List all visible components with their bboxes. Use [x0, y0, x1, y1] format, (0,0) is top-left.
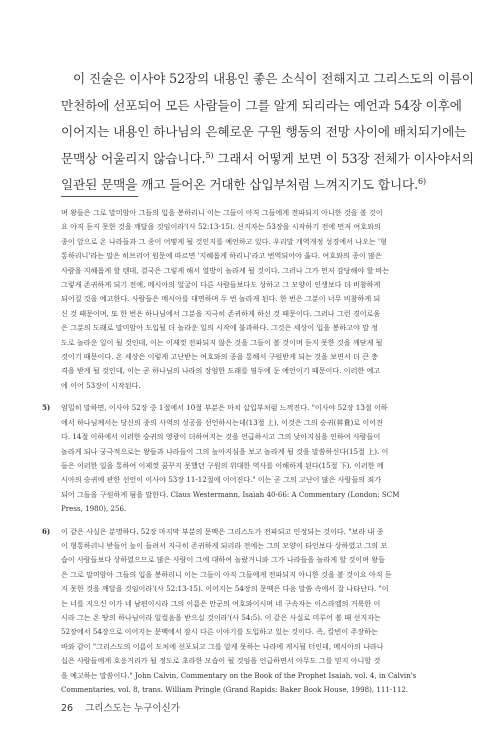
footnote-number: 5) — [42, 403, 51, 413]
footnote-5 — [42, 401, 438, 516]
footnote-line: 다. 14절 이하에서 이러한 승귀의 영광이 더하여지는 것을 언급하시고 그의 낮아지심을 인하여 사람들이 — [61, 432, 381, 442]
footnote-ref-5[interactable]: 5) — [205, 150, 214, 160]
footnote-line: 종이 앞으로 온 나라들과 그 종이 어떻게 될 것인지를 예언하고 있다. 우리말 개역개정 성경에서 나오는 '형 — [61, 236, 387, 246]
body-line-text: 그래서 어떻게 보면 이 53장 전체가 이사야서의 — [217, 150, 474, 166]
footnote-line: Commentaries, vol. 8, trans. William Pringle (Grand Rapids: Baker Book House, 1998), 111-112. — [61, 685, 409, 694]
footnotes-section — [42, 206, 438, 705]
footnote-line: 습이 사람들보다 상하였으므로 많은 사람이 그에 대하여 놀랐거니와 그가 나라들을 놀라게 할 것이며 왕들 — [61, 555, 385, 565]
footnote-line: 은 그로 말미암아 그들의 입을 봉하리니 이는 그들이 아직 그들에게 전파되지 아니한 것을 볼 것이요 아직 듣 — [61, 569, 392, 579]
footnote-line: 들은 이러한 일을 통하여 이제껏 꿈꾸지 못했던 구원의 위대한 역사를 이해하게 된다(15절 下). 이러한 메 — [61, 460, 384, 470]
body-paragraph — [61, 66, 474, 199]
footnote-line: 놀라게 되나 궁극적으로는 왕들과 나라들이 그의 높아지심을 보고 놀라게 될 것을 말씀하신다(15절 上). 이 — [61, 446, 389, 456]
footnote-continuation — [61, 206, 438, 393]
footnote-line: 되어 그들을 구원하게 됨을 말한다. Claus Westermann, Isaiah 40-66: A Commentary (London: SCM — [61, 489, 400, 499]
footnote-6 — [42, 525, 438, 698]
footnote-line: 통하리니'라는 말은 히브리어 원문에 따르면 '지혜롭게 하리니'라고 번역되어야 옳다. 여호와의 종이 많은 — [61, 251, 382, 261]
body-line-text: 문맥상 어울리지 않습니다. — [61, 150, 206, 166]
footnote-line: Press, 1980), 256. — [61, 504, 127, 514]
footnote-line: 에 이어 53장이 시작된다. — [61, 380, 141, 390]
footnote-line: 이 형통하리니 받들어 높이 들려서 지극히 존귀하게 되리라 전에는 그의 모양이 타인보다 상하였고 그의 모 — [61, 540, 388, 550]
footnote-line: 바와 같이 "그리스도의 이름이 도처에 선포되고 그를 알게 못하는 나라에 게시될 터인데, 메시아의 나라나 — [61, 641, 384, 651]
footnote-line: 사람을 지혜롭게 할 텐데, 결국은 그렇게 해서 열방이 놀라게 될 것이다. 그러나 그가 먼저 감당해야 할 바는 — [61, 265, 390, 275]
footnote-line: 에서 하나님께서는 당신의 종의 사역의 성공을 선언하시는데(13절 上), 이것은 그의 승귀(昇貴)로 이어진 — [61, 417, 383, 427]
footnote-line: 신 것 때문이며, 또 한 번은 하나님에서 그분을 지극히 존귀하게 하신 것 때문이다. 그러나 그런 경이로움 — [61, 308, 381, 318]
footnote-line: 십은 사람들에게 호응거리가 될 정도로 초라한 모습이 될 것임을 언급하면서 아무도 그를 믿지 아니할 것 — [61, 656, 381, 666]
footnote-line: 을 예고하는 말씀이다." John Calvin, Commentary on the Book of the Prophet Isaiah, vol. 4, in Calvin's — [61, 670, 417, 680]
footnote-line: 는 너를 지으신 이가 네 남편이시라 그의 이름은 만군의 여호와이시며 네 구속자는 이스라엘의 거룩한 이 — [61, 598, 381, 608]
footnote-line: 격을 받게 될 것인데, 이는 곧 하나님의 나라의 장엄한 도래를 염두에 둔 예언이기 때문이다. 이러한 예고 — [61, 366, 381, 376]
body-line: 만천하에 선포되어 모든 사람들이 그를 알게 되리라는 예언과 54장 이후에 — [61, 97, 462, 113]
footnote-line: 것이기 때문이다. 온 세상은 이렇게 고난받는 여호와의 종을 통해서 구원받게 되는 것을 보면서 더 큰 충 — [61, 352, 379, 362]
body-line — [61, 172, 438, 199]
footnote-line: 엄밀히 말하면, 이사야 52장 중 1절에서 10절 부분은 마치 삽입부처럼 느껴진다. "이사야 52장 13절 이하 — [61, 403, 388, 413]
page-number: 26 — [61, 703, 74, 714]
footnote-line: 52장에서 54장으로 이어지는 문맥에서 잠시 다른 이야기를 도입하고 있는 것이다. 즉, 칼빈이 주장하는 — [61, 627, 378, 637]
footnote-line: 이 같은 사실은 분명하다. 52장 마지막 부분의 문맥은 그리스도가 전파되고 인정되는 것이다. "보라 내 종 — [61, 526, 384, 536]
footnote-number: 6) — [42, 526, 51, 536]
footnote-line: 요 아직 듣지 못한 것을 깨달을 것임이라'(사 52:13-15). 선지자는 53장을 시작하기 전에 먼저 여호와의 — [61, 222, 381, 232]
footnote-line: 그렇게 존귀하게 되기 전에, 메시아의 얼굴이 다른 사람들보다도 상하고 그 모양이 인생보다 더 비참하게 — [61, 280, 381, 290]
body-line: 이어지는 내용인 하나님의 은혜로운 구원 행동의 전망 사이에 배치되기에는 — [61, 124, 467, 139]
footnote-ref-6[interactable]: 6) — [418, 176, 427, 186]
footnote-line: 지 못한 것을 깨달을 것임이라'(사 52:13-15). 이어지는 54장의 문맥은 다음 말씀 속에서 잘 나타난다. "이 — [61, 584, 389, 594]
footnote-divider — [61, 196, 138, 197]
footnote-line: 도로 놀라운 일이 될 것인데, 이는 이제껏 전파되지 않은 것을 그들이 볼 것이며 듣지 못한 것을 깨닫게 될 — [61, 337, 383, 347]
footnote-line: 은 그분의 도래로 말미암아 도입될 더 놀라운 일의 시작에 불과하다. 그것은 세상이 입을 봉하고야 말 정 — [61, 323, 379, 333]
footnote-line: 시아의 승귀에 관한 선언이 이사야 53장 11-12절에 이어진다." 이는 곧 그의 고난이 많은 사람들의 죄가 — [61, 475, 382, 485]
body-line: 이 진술은 이사야 52장의 내용인 좋은 소식이 전해지고 그리스도의 이름이 — [73, 71, 474, 86]
footnote-line: 며 왕들은 그로 말미암아 그들의 입을 봉하리니 이는 그들이 아직 그들에게 전파되지 아니한 것을 볼 것이 — [61, 208, 383, 217]
footnote-line: 시라 그는 온 땅의 하나님이라 일컬음을 받으실 것이라'(사 54:5). 이 같은 사실로 미루어 볼 때 선지자는 — [61, 612, 381, 622]
footnote-line: 되어질 것을 예고한다. 사람들은 메시아를 대면하며 두 번 놀라게 된다. 한 번은 그분이 너무 비참하게 되 — [61, 294, 381, 304]
page-footer — [61, 700, 180, 714]
body-line-text: 일관된 문맥을 깨고 들어온 거대한 삽입부처럼 느껴지기도 합니다. — [61, 177, 418, 192]
body-line — [61, 146, 474, 173]
running-title: 그리스도는 누구이신가 — [85, 703, 180, 714]
